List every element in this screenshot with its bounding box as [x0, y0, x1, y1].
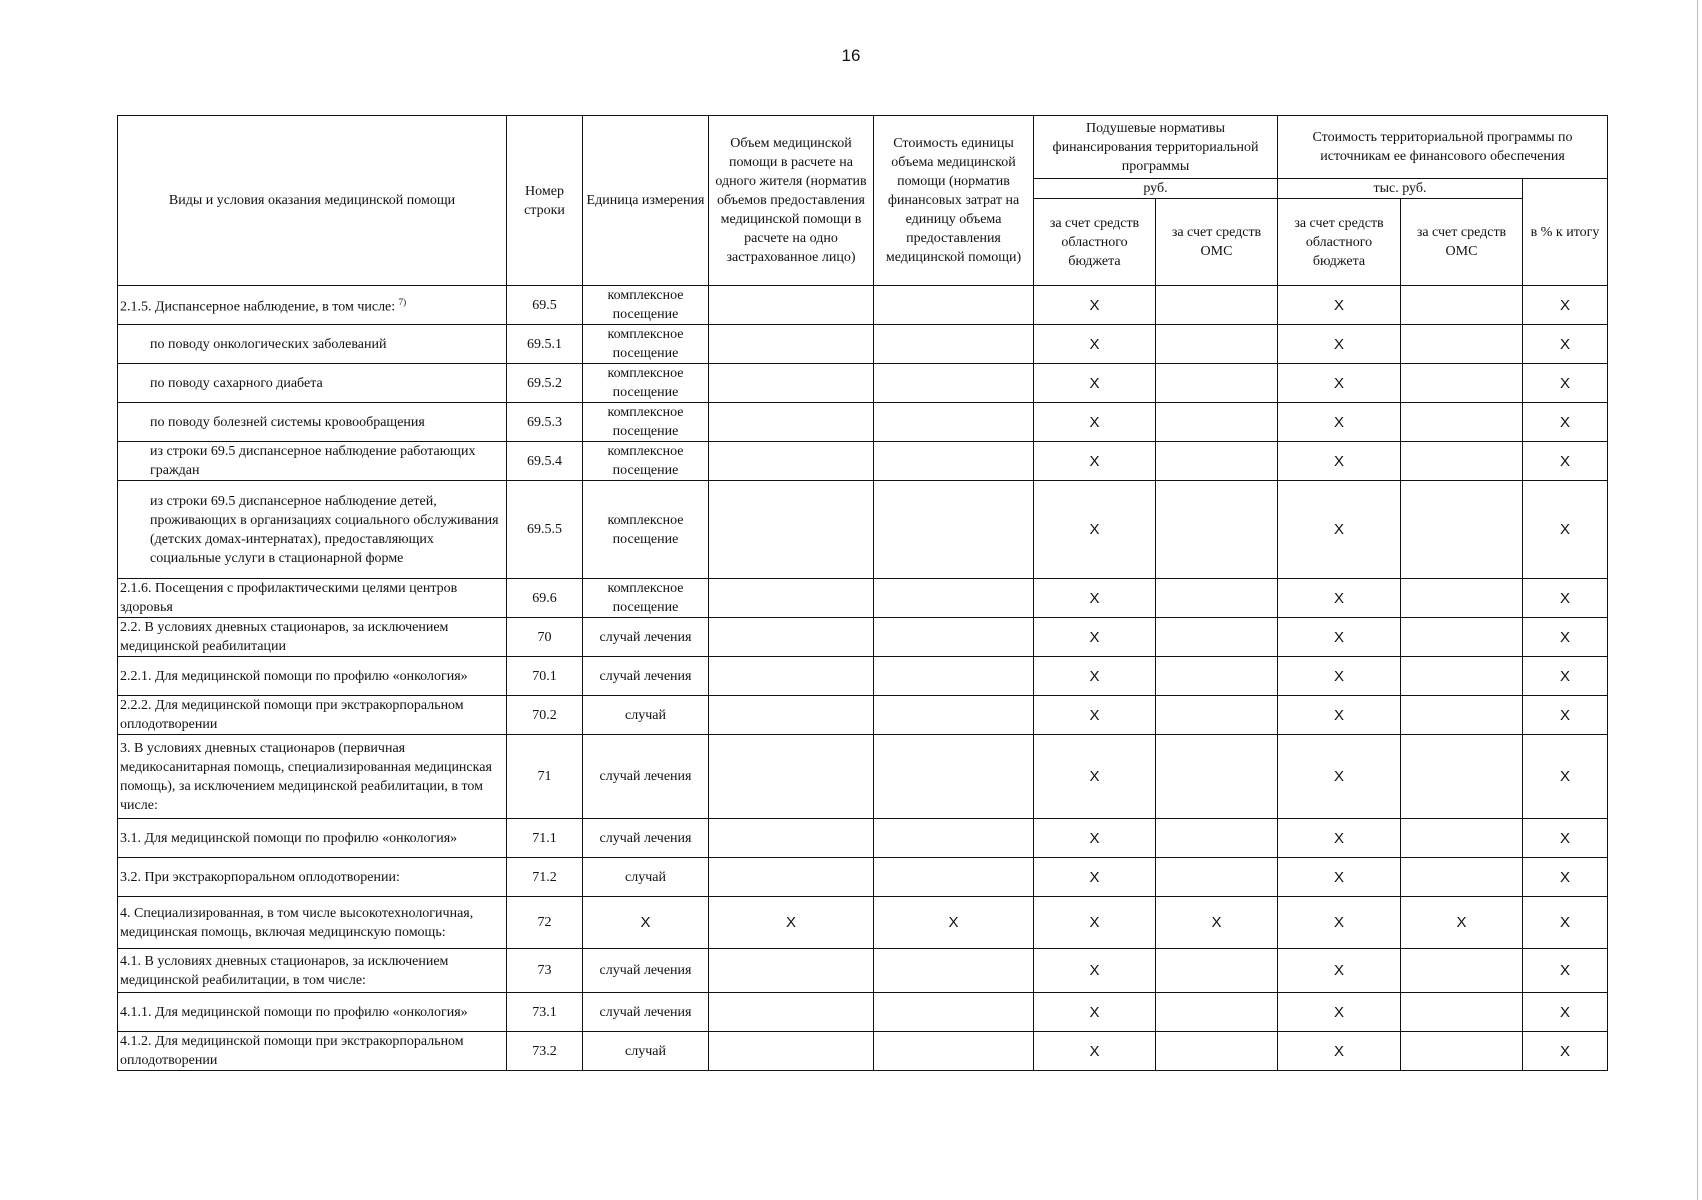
table-body [118, 286, 1608, 1071]
row-name-text: по поводу онкологических заболеваний [150, 336, 387, 352]
table-row [118, 325, 1608, 364]
program-oms-cell [1401, 993, 1523, 1032]
volume-cell [709, 325, 874, 364]
row-name-text: 2.2. В условиях дневных стационаров, за исключением медицинской реабилитации [120, 620, 449, 654]
row-name-text: 4.1.2. Для медицинской помощи при экстракорпоральном оплодотворении [120, 1034, 464, 1068]
header-thousand-rub: тыс. руб. [1278, 179, 1523, 199]
program-oms-cell [1401, 657, 1523, 696]
cost-cell [874, 993, 1034, 1032]
percent-total-cell: X [1523, 618, 1608, 657]
per-capita-oms-cell [1156, 949, 1278, 993]
per-capita-regional-cell: X [1034, 442, 1156, 481]
row-name-text: 2.1.5. Диспансерное наблюдение, в том числе: [120, 299, 396, 315]
row-unit: комплексное посещение [583, 286, 709, 325]
table-row [118, 579, 1608, 618]
row-number: 69.6 [507, 579, 583, 618]
volume-cell [709, 403, 874, 442]
volume-cell [709, 858, 874, 897]
volume-cell [709, 657, 874, 696]
program-regional-cell: X [1278, 858, 1401, 897]
program-regional-cell: X [1278, 364, 1401, 403]
row-unit: случай лечения [583, 657, 709, 696]
row-name [118, 442, 507, 481]
header-cost: Стоимость единицы объема медицинской помощи (норматив финансовых затрат на единицу объема предоставления медицинской помощи) [874, 116, 1034, 286]
header-unit: Единица измерения [583, 116, 709, 286]
row-unit: случай лечения [583, 949, 709, 993]
program-regional-cell: X [1278, 993, 1401, 1032]
row-number: 69.5.2 [507, 364, 583, 403]
row-name-text: 4. Специализированная, в том числе высокотехнологичная, медицинская помощь, включая медицинскую помощь: [120, 905, 474, 940]
row-number: 69.5.3 [507, 403, 583, 442]
row-name-text: по поводу болезней системы кровообращения [150, 414, 425, 430]
table-row [118, 481, 1608, 579]
program-oms-cell [1401, 618, 1523, 657]
row-name [118, 481, 507, 579]
volume-cell [709, 364, 874, 403]
volume-cell [709, 1032, 874, 1071]
row-unit: комплексное посещение [583, 442, 709, 481]
per-capita-oms-cell [1156, 481, 1278, 579]
per-capita-oms-cell [1156, 735, 1278, 819]
program-oms-cell [1401, 696, 1523, 735]
program-oms-cell [1401, 579, 1523, 618]
per-capita-regional-cell: X [1034, 1032, 1156, 1071]
program-regional-cell: X [1278, 1032, 1401, 1071]
program-regional-cell: X [1278, 403, 1401, 442]
row-name-text: 4.1.1. Для медицинской помощи по профилю «онкология» [120, 1004, 468, 1020]
program-oms-cell [1401, 286, 1523, 325]
row-name [118, 696, 507, 735]
row-name-text: из строки 69.5 диспансерное наблюдение работающих граждан [150, 444, 476, 478]
per-capita-regional-cell: X [1034, 403, 1156, 442]
table-row [118, 1032, 1608, 1071]
header-kind: Виды и условия оказания медицинской помощи [118, 116, 507, 286]
percent-total-cell: X [1523, 403, 1608, 442]
program-regional-cell: X [1278, 897, 1401, 949]
cost-cell [874, 735, 1034, 819]
volume-cell: X [709, 897, 874, 949]
per-capita-regional-cell: X [1034, 949, 1156, 993]
program-oms-cell [1401, 325, 1523, 364]
row-name [118, 735, 507, 819]
page-number: 16 [841, 46, 861, 65]
row-unit: случай [583, 696, 709, 735]
table-row [118, 993, 1608, 1032]
cost-cell [874, 1032, 1034, 1071]
table-row [118, 858, 1608, 897]
per-capita-oms-cell [1156, 579, 1278, 618]
row-name-text: 4.1. В условиях дневных стационаров, за исключением медицинской реабилитации, в том числе: [120, 953, 449, 988]
percent-total-cell: X [1523, 657, 1608, 696]
row-number: 69.5.5 [507, 481, 583, 579]
program-regional-cell: X [1278, 819, 1401, 858]
table-row [118, 897, 1608, 949]
per-capita-regional-cell: X [1034, 481, 1156, 579]
row-name-text: 2.2.2. Для медицинской помощи при экстракорпоральном оплодотворении [120, 698, 464, 732]
per-capita-regional-cell: X [1034, 364, 1156, 403]
row-number: 69.5.1 [507, 325, 583, 364]
per-capita-regional-cell: X [1034, 993, 1156, 1032]
table-row [118, 735, 1608, 819]
row-name [118, 364, 507, 403]
percent-total-cell: X [1523, 286, 1608, 325]
row-unit: случай лечения [583, 819, 709, 858]
row-number: 72 [507, 897, 583, 949]
per-capita-regional-cell: X [1034, 858, 1156, 897]
program-regional-cell: X [1278, 325, 1401, 364]
cost-cell [874, 819, 1034, 858]
row-number: 71.1 [507, 819, 583, 858]
program-oms-cell [1401, 949, 1523, 993]
percent-total-cell: X [1523, 364, 1608, 403]
per-capita-oms-cell [1156, 819, 1278, 858]
volume-cell [709, 735, 874, 819]
table-header [118, 116, 1608, 286]
row-name [118, 858, 507, 897]
program-oms-cell [1401, 1032, 1523, 1071]
row-name [118, 1032, 507, 1071]
per-capita-oms-cell [1156, 286, 1278, 325]
per-capita-oms-cell [1156, 858, 1278, 897]
per-capita-regional-cell: X [1034, 819, 1156, 858]
row-name [118, 819, 507, 858]
table-row [118, 442, 1608, 481]
table-row [118, 618, 1608, 657]
volume-cell [709, 442, 874, 481]
program-cost-table [117, 115, 1608, 1071]
per-capita-oms-cell [1156, 1032, 1278, 1071]
row-name [118, 657, 507, 696]
row-unit: комплексное посещение [583, 364, 709, 403]
table-row [118, 364, 1608, 403]
per-capita-oms-cell [1156, 618, 1278, 657]
per-capita-regional-cell: X [1034, 618, 1156, 657]
row-number: 69.5.4 [507, 442, 583, 481]
program-oms-cell [1401, 819, 1523, 858]
row-number: 73 [507, 949, 583, 993]
cost-cell: X [874, 897, 1034, 949]
row-name-text: по поводу сахарного диабета [150, 375, 323, 391]
row-number: 73.2 [507, 1032, 583, 1071]
program-regional-cell: X [1278, 442, 1401, 481]
cost-cell [874, 657, 1034, 696]
row-number: 70 [507, 618, 583, 657]
row-unit: комплексное посещение [583, 481, 709, 579]
header-program-regional: за счет средств областного бюджета [1278, 199, 1401, 286]
row-name [118, 949, 507, 993]
percent-total-cell: X [1523, 481, 1608, 579]
per-capita-oms-cell [1156, 993, 1278, 1032]
percent-total-cell: X [1523, 858, 1608, 897]
cost-cell [874, 579, 1034, 618]
header-per-capita-regional: за счет средств областного бюджета [1034, 199, 1156, 286]
cost-cell [874, 858, 1034, 897]
cost-cell [874, 618, 1034, 657]
row-unit: комплексное посещение [583, 403, 709, 442]
program-oms-cell [1401, 735, 1523, 819]
program-oms-cell [1401, 481, 1523, 579]
header-program-oms: за счет средств ОМС [1401, 199, 1523, 286]
per-capita-oms-cell [1156, 325, 1278, 364]
per-capita-oms-cell: X [1156, 897, 1278, 949]
row-name [118, 286, 507, 325]
row-number: 71 [507, 735, 583, 819]
cost-cell [874, 481, 1034, 579]
volume-cell [709, 949, 874, 993]
row-name [118, 325, 507, 364]
table-row [118, 657, 1608, 696]
cost-cell [874, 403, 1034, 442]
row-unit: X [583, 897, 709, 949]
row-name [118, 579, 507, 618]
percent-total-cell: X [1523, 1032, 1608, 1071]
program-regional-cell: X [1278, 735, 1401, 819]
row-name-text: 3.1. Для медицинской помощи по профилю «онкология» [120, 830, 458, 846]
program-regional-cell: X [1278, 618, 1401, 657]
row-number: 71.2 [507, 858, 583, 897]
row-name-text: 3.2. При экстракорпоральном оплодотворении: [120, 869, 400, 885]
row-unit: случай лечения [583, 735, 709, 819]
volume-cell [709, 993, 874, 1032]
percent-total-cell: X [1523, 819, 1608, 858]
row-unit: комплексное посещение [583, 579, 709, 618]
program-regional-cell: X [1278, 696, 1401, 735]
header-rub: руб. [1034, 179, 1278, 199]
volume-cell [709, 618, 874, 657]
per-capita-regional-cell: X [1034, 579, 1156, 618]
cost-cell [874, 286, 1034, 325]
row-unit: случай [583, 1032, 709, 1071]
cost-cell [874, 364, 1034, 403]
per-capita-oms-cell [1156, 364, 1278, 403]
row-name-text: из строки 69.5 диспансерное наблюдение детей, проживающих в организациях социального обслуживания (детских домах-интернатах), предоставляющих социальные услуги в стационарной форме [150, 493, 499, 566]
volume-cell [709, 579, 874, 618]
per-capita-oms-cell [1156, 696, 1278, 735]
program-regional-cell: X [1278, 657, 1401, 696]
percent-total-cell: X [1523, 897, 1608, 949]
row-name-text: 2.2.1. Для медицинской помощи по профилю «онкология» [120, 668, 468, 684]
per-capita-oms-cell [1156, 657, 1278, 696]
percent-total-cell: X [1523, 325, 1608, 364]
program-oms-cell [1401, 442, 1523, 481]
header-volume: Объем медицинской помощи в расчете на одного жителя (норматив объемов предоставления медицинской помощи в расчете на одно застрахованное лицо) [709, 116, 874, 286]
percent-total-cell: X [1523, 442, 1608, 481]
program-regional-cell: X [1278, 579, 1401, 618]
program-oms-cell [1401, 364, 1523, 403]
table-row [118, 949, 1608, 993]
volume-cell [709, 481, 874, 579]
row-name [118, 897, 507, 949]
per-capita-regional-cell: X [1034, 735, 1156, 819]
footnote-mark: 7) [398, 297, 407, 308]
program-regional-cell: X [1278, 949, 1401, 993]
program-regional-cell: X [1278, 481, 1401, 579]
per-capita-oms-cell [1156, 442, 1278, 481]
table-row [118, 403, 1608, 442]
per-capita-regional-cell: X [1034, 696, 1156, 735]
per-capita-oms-cell [1156, 403, 1278, 442]
volume-cell [709, 696, 874, 735]
program-oms-cell [1401, 858, 1523, 897]
percent-total-cell: X [1523, 949, 1608, 993]
row-number: 69.5 [507, 286, 583, 325]
per-capita-regional-cell: X [1034, 657, 1156, 696]
table-row [118, 696, 1608, 735]
row-unit: комплексное посещение [583, 325, 709, 364]
program-regional-cell: X [1278, 286, 1401, 325]
scan-edge-line [1697, 0, 1698, 1200]
percent-total-cell: X [1523, 735, 1608, 819]
header-row-number: Номер строки [507, 116, 583, 286]
cost-cell [874, 949, 1034, 993]
row-unit: случай лечения [583, 993, 709, 1032]
header-per-capita-oms: за счет средств ОМС [1156, 199, 1278, 286]
percent-total-cell: X [1523, 696, 1608, 735]
row-unit: случай лечения [583, 618, 709, 657]
header-percent-total: в % к итогу [1523, 179, 1608, 286]
row-name [118, 403, 507, 442]
row-number: 73.1 [507, 993, 583, 1032]
row-number: 70.2 [507, 696, 583, 735]
header-program-cost: Стоимость территориальной программы по источникам ее финансового обеспечения [1278, 116, 1608, 179]
row-unit: случай [583, 858, 709, 897]
row-name-text: 2.1.6. Посещения с профилактическими целями центров здоровья [120, 581, 458, 615]
program-oms-cell: X [1401, 897, 1523, 949]
percent-total-cell: X [1523, 993, 1608, 1032]
percent-total-cell: X [1523, 579, 1608, 618]
row-name [118, 618, 507, 657]
program-oms-cell [1401, 403, 1523, 442]
row-name [118, 993, 507, 1032]
per-capita-regional-cell: X [1034, 286, 1156, 325]
table-row [118, 819, 1608, 858]
cost-cell [874, 442, 1034, 481]
per-capita-regional-cell: X [1034, 897, 1156, 949]
table-row [118, 286, 1608, 325]
row-number: 70.1 [507, 657, 583, 696]
cost-cell [874, 325, 1034, 364]
header-per-capita: Подушевые нормативы финансирования территориальной программы [1034, 116, 1278, 179]
per-capita-regional-cell: X [1034, 325, 1156, 364]
cost-cell [874, 696, 1034, 735]
row-name-text: 3. В условиях дневных стационаров (первичная медикосанитарная помощь, специализированная медицинская помощь), за исключением медицинской реабилитации, в том числе: [120, 740, 492, 813]
volume-cell [709, 286, 874, 325]
volume-cell [709, 819, 874, 858]
